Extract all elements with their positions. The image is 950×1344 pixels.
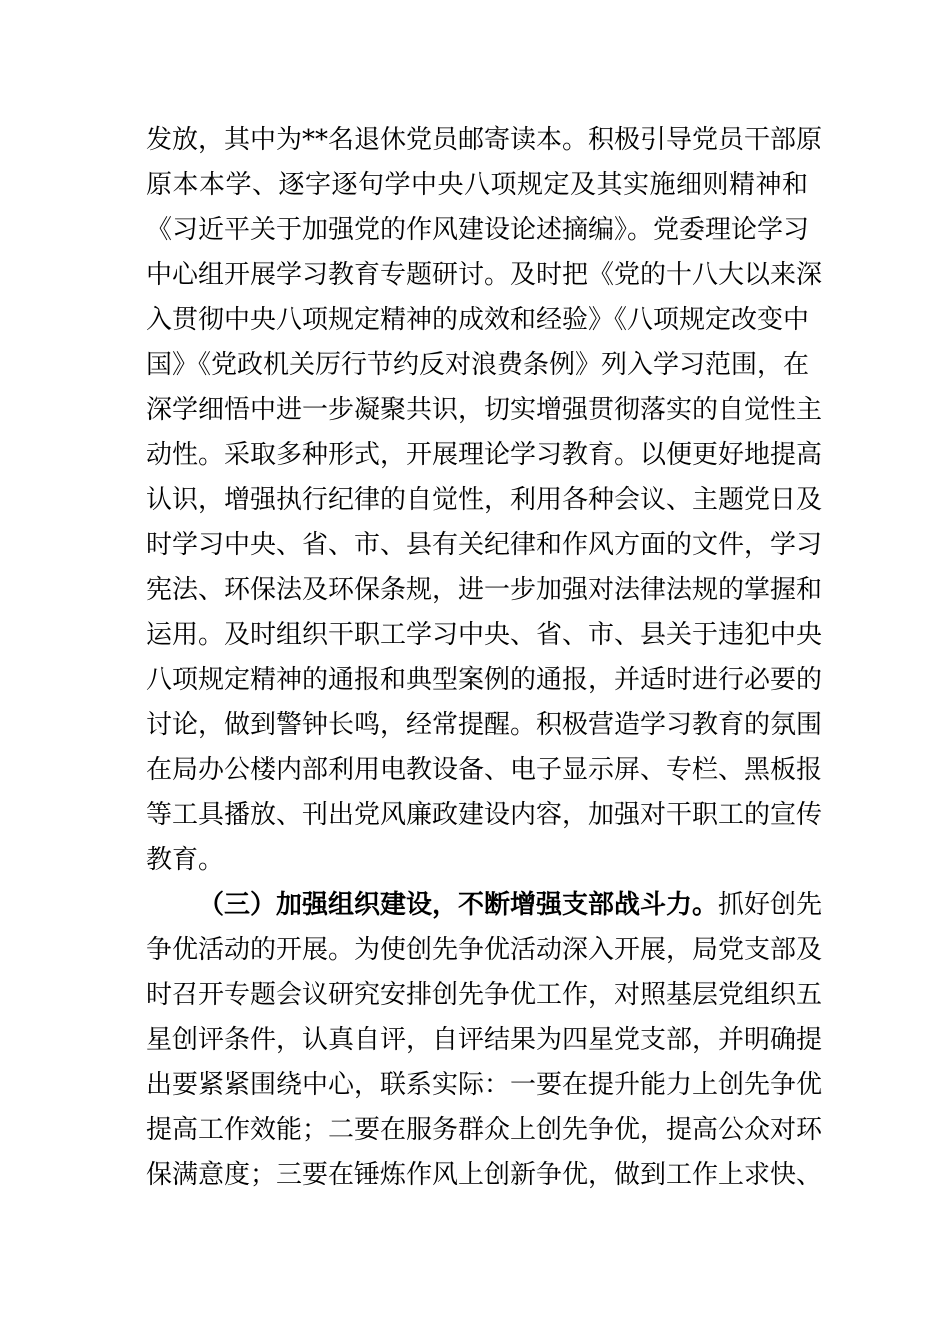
paragraph-line: 认识，增强执行纪律的自觉性，利用各种会议、主题党日及 bbox=[146, 485, 823, 515]
section-heading: （三）加强组织建设，不断增强支部战斗力。 bbox=[198, 890, 719, 920]
paragraph-line: 在局办公楼内部利用电教设备、电子显示屏、专栏、黑板报 bbox=[146, 755, 823, 785]
paragraph-line: 时召开专题会议研究安排创先争优工作，对照基层党组织五 bbox=[146, 980, 823, 1010]
paragraph-line: 中心组开展学习教育专题研讨。及时把《党的十八大以来深 bbox=[146, 260, 823, 290]
paragraph-line: 运用。及时组织干职工学习中央、省、市、县关于违犯中央 bbox=[146, 620, 823, 650]
section-heading-continuation: 抓好创先 bbox=[718, 890, 823, 920]
paragraph-line: 等工具播放、刊出党风廉政建设内容，加强对干职工的宣传 bbox=[146, 800, 823, 830]
paragraph-line: 保满意度；三要在锤炼作风上创新争优，做到工作上求快、 bbox=[146, 1160, 823, 1190]
paragraph-line: 入贯彻中央八项规定精神的成效和经验》《八项规定改变中 bbox=[146, 305, 810, 335]
paragraph-line: 讨论，做到警钟长鸣，经常提醒。积极营造学习教育的氛围 bbox=[146, 710, 823, 740]
paragraph-line: 八项规定精神的通报和典型案例的通报，并适时进行必要的 bbox=[146, 665, 823, 695]
paragraph-line: 出要紧紧围绕中心，联系实际：一要在提升能力上创先争优 bbox=[146, 1070, 823, 1100]
section-heading-line bbox=[198, 883, 823, 927]
paragraph-line: 《习近平关于加强党的作风建设论述摘编》。党委理论学习 bbox=[146, 215, 810, 245]
paragraph-line: 动性。采取多种形式，开展理论学习教育。以便更好地提高 bbox=[146, 440, 823, 470]
paragraph-line: 宪法、环保法及环保条规，进一步加强对法律法规的掌握和 bbox=[146, 575, 823, 605]
paragraph-line: 深学细悟中进一步凝聚共识，切实增强贯彻落实的自觉性主 bbox=[146, 395, 823, 425]
paragraph-line: 星创评条件，认真自评，自评结果为四星党支部，并明确提 bbox=[146, 1025, 823, 1055]
paragraph-line: 争优活动的开展。为使创先争优活动深入开展，局党支部及 bbox=[146, 935, 823, 965]
paragraph-line: 提高工作效能；二要在服务群众上创先争优，提高公众对环 bbox=[146, 1115, 823, 1145]
paragraph-line: 国》《党政机关厉行节约反对浪费条例》列入学习范围，在 bbox=[146, 350, 810, 380]
paragraph-line: 时学习中央、省、市、县有关纪律和作风方面的文件，学习 bbox=[146, 530, 823, 560]
paragraph-line: 原本本学、逐字逐句学中央八项规定及其实施细则精神和 bbox=[146, 170, 808, 200]
paragraph-line: 教育。 bbox=[146, 845, 225, 875]
paragraph-line: 发放，其中为**名退休党员邮寄读本。积极引导党员干部原 bbox=[146, 125, 823, 155]
